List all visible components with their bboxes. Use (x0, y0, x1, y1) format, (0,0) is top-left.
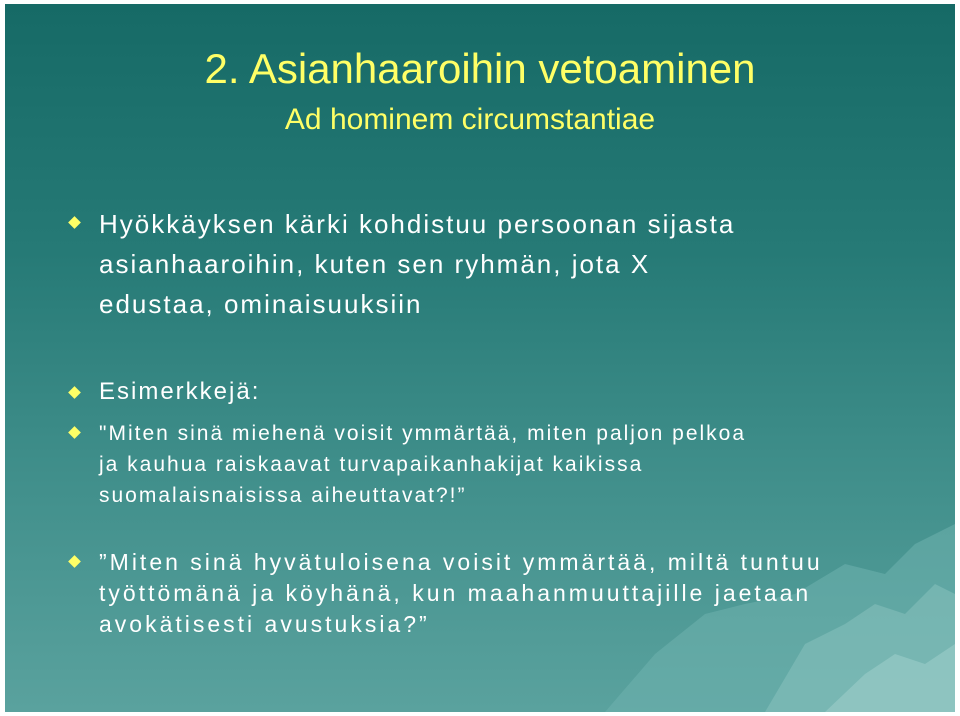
bullet-text: "Miten sinä miehenä voisit ymmärtää, miten paljon pelkoa ja kauhua raiskaavat turvapaikanhakijat kaikissa suomalaisnaisissa aiheuttavat?!” (99, 422, 747, 507)
slide (5, 4, 955, 712)
slide-title: 2. Asianhaaroihin vetoaminen (204, 45, 756, 92)
slide-subtitle: Ad hominem circumstantiae (284, 103, 656, 136)
bullet-text: Hyökkäyksen kärki kohdistuu persoonan sijasta asianhaaroihin, kuten sen ryhmän, jota X edustaa, ominaisuuksiin (99, 209, 736, 319)
bullet-text: Esimerkkejä: (99, 378, 261, 405)
bullet-text: ”Miten sinä hyvätuloisena voisit ymmärtää, miltä tuntuu työttömänä ja köyhänä, kun maahanmuuttajille jaetaan avokätisesti avustuksia?” (99, 549, 823, 637)
